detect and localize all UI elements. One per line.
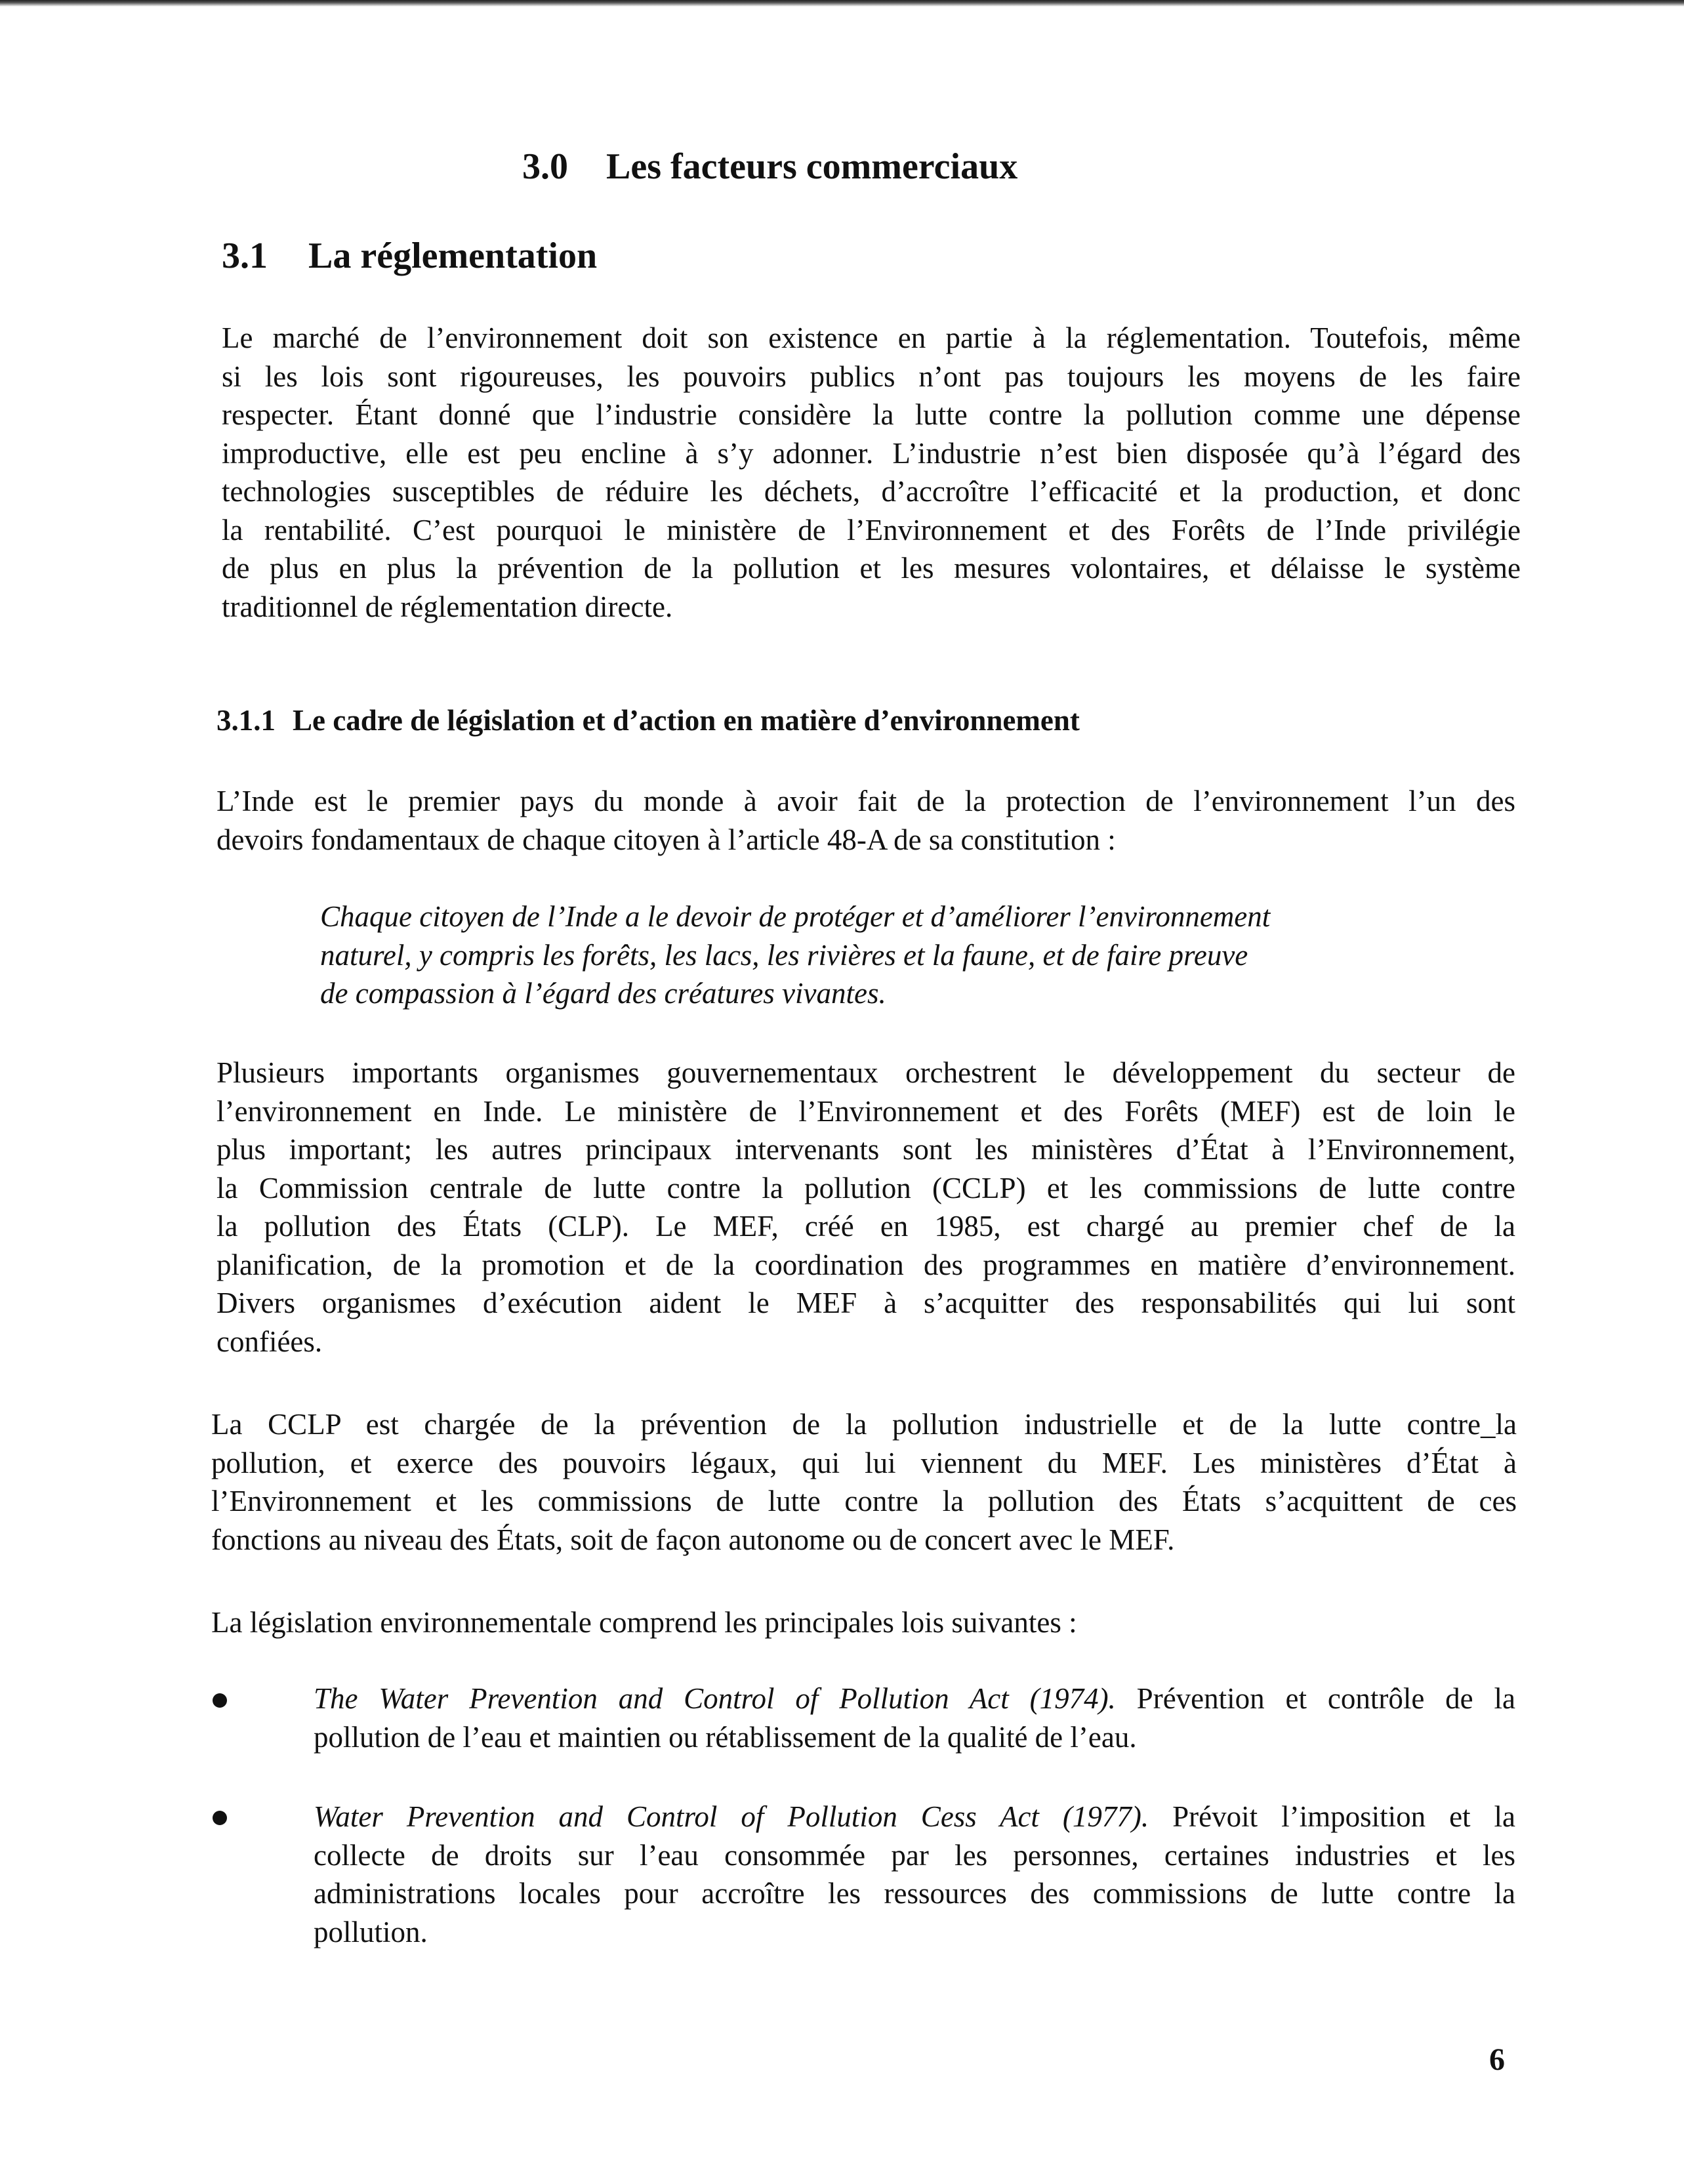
text-line: l’Environnement et les commissions de lutte contre la pollution des États s’acquittent de ces — [211, 1485, 1517, 1517]
text-line: Le marché de l’environnement doit son existence en partie à la réglementation. Toutefois, même — [222, 321, 1521, 354]
text-line: collecte de droits sur l’eau consommée par les personnes, certaines industries et les — [314, 1838, 1515, 1872]
bullet-icon — [213, 1811, 227, 1825]
text-line: plus important; les autres principaux intervenants sont les ministères d’État à l’Environnement, — [216, 1133, 1515, 1166]
text-line: Plusieurs importants organismes gouvernementaux orchestrent le développement du secteur de — [216, 1056, 1515, 1089]
quote-line: naturel, y compris les forêts, les lacs, les rivières et la faune, et de faire preuve — [320, 938, 1248, 972]
section-number: 3.1 — [222, 236, 268, 276]
act-description: Prévoit l’imposition et la — [1149, 1800, 1515, 1833]
bullet-icon — [213, 1693, 227, 1708]
text-line — [314, 1679, 1515, 1718]
paragraph-cclp — [211, 1405, 1517, 1559]
section-title: Les facteurs commerciaux — [606, 146, 1018, 187]
text-line: respecter. Étant donné que l’industrie considère la lutte contre la pollution comme une dépense — [222, 398, 1521, 431]
text-line: La CCLP est chargée de la prévention de la pollution industrielle et de la lutte contre_la — [211, 1408, 1517, 1441]
text-line: L’Inde est le premier pays du monde à avoir fait de la protection de l’environnement l’un des — [216, 785, 1515, 817]
paragraph-organismes — [216, 1054, 1515, 1361]
constitution-quote — [320, 897, 1422, 1013]
text-line: pollution. — [314, 1915, 428, 1948]
paragraph-reglementation — [222, 319, 1521, 626]
section-heading-3-1 — [222, 235, 597, 277]
text-line: si les lois sont rigoureuses, les pouvoirs publics n’ont pas toujours les moyens de les faire — [222, 360, 1521, 393]
text-line: devoirs fondamentaux de chaque citoyen à l’article 48-A de sa constitution : — [216, 823, 1116, 856]
text-line: La législation environnementale comprend les principales lois suivantes : — [211, 1606, 1077, 1639]
text-line: traditionnel de réglementation directe. — [222, 590, 673, 623]
text-line: administrations locales pour accroître les ressources des commissions de lutte contre la — [314, 1877, 1515, 1910]
text-line: Divers organismes d’exécution aident le MEF à s’acquitter des responsabilités qui lui sont — [216, 1287, 1515, 1319]
bullet-item-water-act-1974 — [314, 1679, 1515, 1756]
bullet-item-cess-act-1977 — [314, 1798, 1515, 1951]
text-line: technologies susceptibles de réduire les déchets, d’accroître l’efficacité et la production, et donc — [222, 475, 1521, 508]
text-line: de plus en plus la prévention de la pollution et les mesures volontaires, et délaisse le système — [222, 552, 1521, 585]
act-description: Prévention et contrôle de la — [1115, 1682, 1515, 1715]
text-line — [314, 1798, 1515, 1836]
text-line: planification, de la promotion et de la coordination des programmes en matière d’environnement. — [216, 1248, 1515, 1281]
page-number: 6 — [1489, 2042, 1505, 2077]
text-line: la rentabilité. C’est pourquoi le ministère de l’Environnement et des Forêts de l’Inde privilégie — [222, 513, 1521, 546]
quote-line: Chaque citoyen de l’Inde a le devoir de protéger et d’améliorer l’environnement — [320, 900, 1271, 933]
section-title: Le cadre de législation et d’action en matière d’environnement — [293, 704, 1080, 737]
text-line: pollution, et exerce des pouvoirs légaux, qui lui viennent du MEF. Les ministères d’État à — [211, 1446, 1517, 1479]
section-heading-3-1-1 — [216, 703, 1080, 737]
act-title: The Water Prevention and Control of Pollution Act (1974). — [314, 1682, 1116, 1715]
section-number: 3.1.1 — [216, 704, 276, 737]
text-line: la Commission centrale de lutte contre la pollution (CCLP) et les commissions de lutte contre — [216, 1171, 1515, 1205]
section-heading-3-0 — [522, 146, 1017, 188]
scan-top-edge — [0, 0, 1684, 7]
paragraph-inde-constitution — [216, 782, 1515, 859]
text-line: la pollution des États (CLP). Le MEF, créé en 1985, est chargé au premier chef de la — [216, 1210, 1515, 1243]
text-line: fonctions au niveau des États, soit de façon autonome ou de concert avec le MEF. — [211, 1523, 1175, 1556]
text-line: improductive, elle est peu encline à s’y adonner. L’industrie n’est bien disposée qu’à l’égard des — [222, 436, 1521, 470]
section-number: 3.0 — [522, 146, 568, 187]
section-title: La réglementation — [308, 236, 598, 276]
paragraph-legislation-intro — [211, 1603, 1510, 1642]
quote-line: de compassion à l’égard des créatures vivantes. — [320, 977, 886, 1010]
text-line: pollution de l’eau et maintien ou rétablissement de la qualité de l’eau. — [314, 1720, 1137, 1754]
text-line: l’environnement en Inde. Le ministère de l’Environnement et des Forêts (MEF) est de loin le — [216, 1094, 1515, 1128]
text-line: confiées. — [216, 1325, 323, 1358]
act-title: Water Prevention and Control of Pollution Cess Act (1977). — [314, 1800, 1149, 1833]
